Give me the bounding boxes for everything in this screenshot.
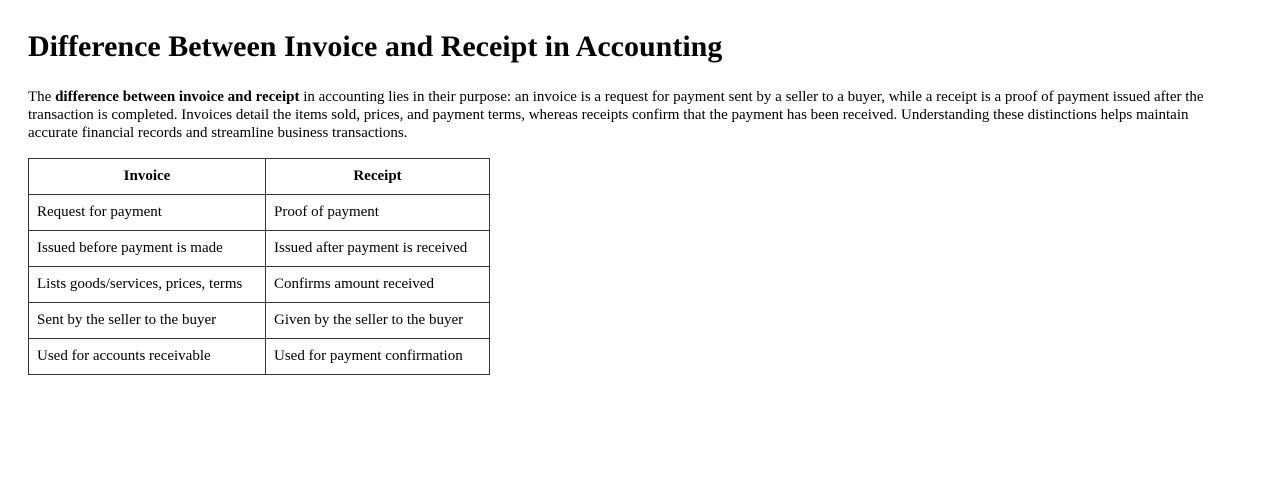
receipt-cell: Used for payment confirmation: [266, 339, 490, 375]
intro-bold-phrase: difference between invoice and receipt: [55, 89, 300, 105]
receipt-cell: Given by the seller to the buyer: [266, 303, 490, 339]
comparison-table: [28, 158, 490, 375]
table-row: [29, 267, 490, 303]
receipt-cell: Confirms amount received: [266, 267, 490, 303]
intro-lead: The: [28, 89, 56, 105]
invoice-cell: Issued before payment is made: [29, 231, 266, 267]
table-header-row: [29, 159, 490, 195]
table-row: [29, 231, 490, 267]
table-row: [29, 339, 490, 375]
intro-rest: in accounting lies in their purpose: an invoice is a request for payment sent by a seller to a buyer, while a receipt is a proof of payment issued after the transaction is completed. Invoices detail the items sold, prices, and payment terms, whereas receipts confirm that the payment has been received. Understanding these distinctions helps maintain accurate financial records and streamline business transactions.: [28, 89, 1204, 141]
invoice-cell: Sent by the seller to the buyer: [29, 303, 266, 339]
intro-paragraph: [28, 88, 1228, 142]
header-receipt: Receipt: [266, 159, 490, 195]
page-title: Difference Between Invoice and Receipt in Accounting: [28, 30, 723, 63]
table-row: [29, 303, 490, 339]
document-page: [28, 0, 1228, 375]
receipt-cell: Proof of payment: [266, 195, 490, 231]
table-row: [29, 195, 490, 231]
invoice-cell: Request for payment: [29, 195, 266, 231]
receipt-cell: Issued after payment is received: [266, 231, 490, 267]
invoice-cell: Lists goods/services, prices, terms: [29, 267, 266, 303]
invoice-cell: Used for accounts receivable: [29, 339, 266, 375]
header-invoice: Invoice: [29, 159, 266, 195]
